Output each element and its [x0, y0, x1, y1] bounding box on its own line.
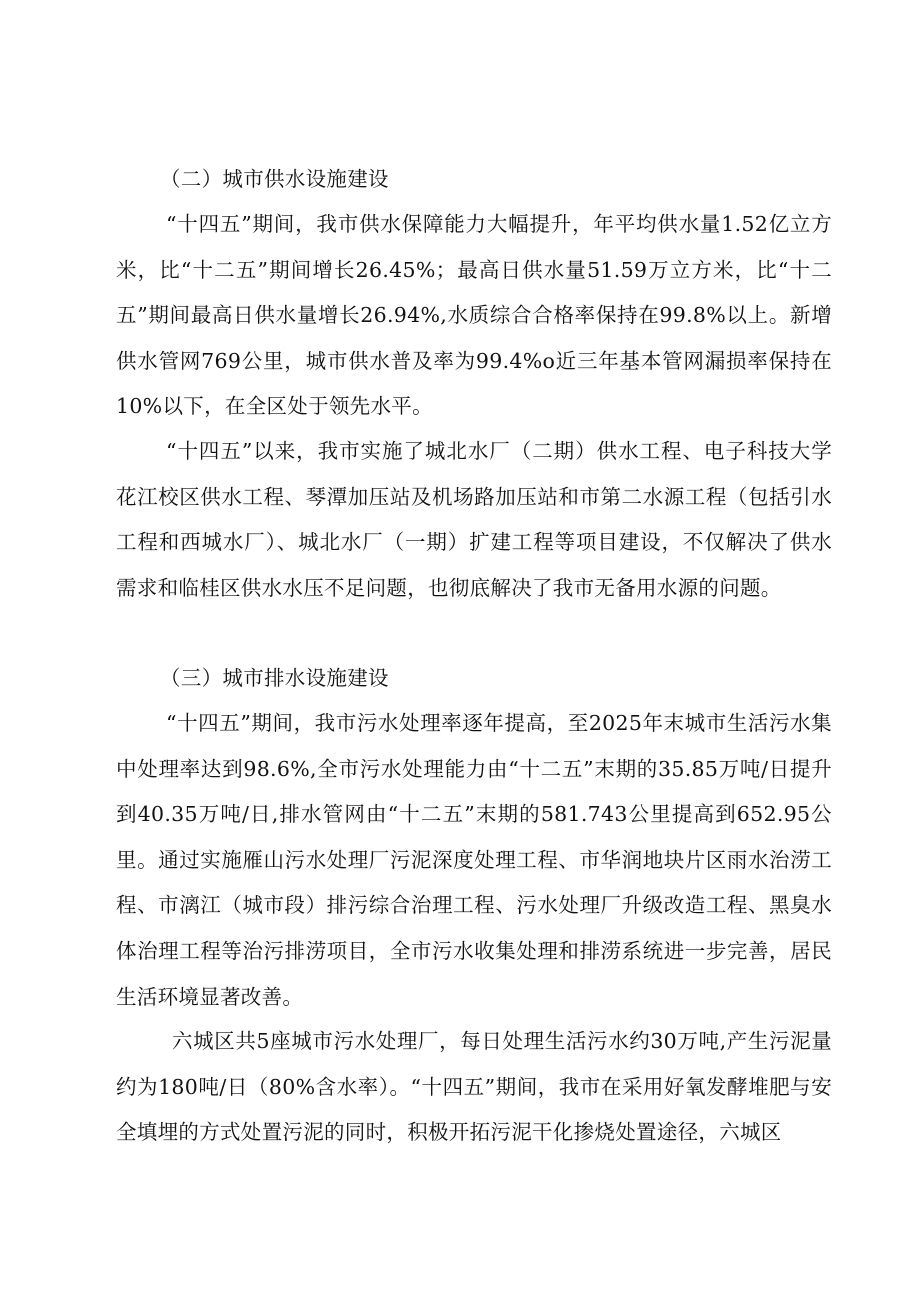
paragraph-water-supply-capacity: “十四五”期间，我市供水保障能力大幅提升，年平均供水量1.52亿立方米，比“十二五”期间增长26.45%；最高日供水量51.59万立方米，比“十二五”期间最高日供水量增长26.94%,水质综合合格率保持在99.8%以上。新增供水管网769公里，城市供水普及率为99.4%o近三年基本管网漏损率保持在10%以下，在全区处于领先水平。: [116, 212, 832, 419]
paragraph-water-supply-projects: “十四五”以来，我市实施了城北水厂（二期）供水工程、电子科技大学花江校区供水工程、琴潭加压站及机场路加压站和市第二水源工程（包括引水工程和西城水厂）、城北水厂（一期）扩建工程等项目建设，不仅解决了供水需求和临桂区供水水压不足问题，也彻底解决了我市无备用水源的问题。: [116, 439, 832, 600]
section-heading-water-supply: （二）城市供水设施建设: [160, 167, 389, 191]
paragraph-sludge-disposal: 六城区共5座城市污水处理厂，每日处理生活污水约30万吨,产生污泥量约为180吨/日（80%含水率）。“十四五”期间，我市在采用好氧发酵堆肥与安全填埋的方式处置污泥的同时，积极开拓污泥干化掺烧处置途径，六城区: [116, 1029, 832, 1145]
paragraph-sewage-treatment: “十四五”期间，我市污水处理率逐年提高，至2025年末城市生活污水集中处理率达到98.6%,全市污水处理能力由“十二五”末期的35.85万吨/日提升到40.35万吨/日,排水管网由“十二五”末期的581.743公里提高到652.95公里。通过实施雁山污水处理厂污泥深度处理工程、市华润地块片区雨水治涝工程、市漓江（城市段）排污综合治理工程、污水处理厂升级改造工程、黑臭水体治理工程等治污排涝项目，全市污水收集处理和排涝系统进一步完善，居民生活环境显著改善。: [116, 711, 832, 1009]
section-heading-drainage: （三）城市排水设施建设: [160, 666, 389, 690]
